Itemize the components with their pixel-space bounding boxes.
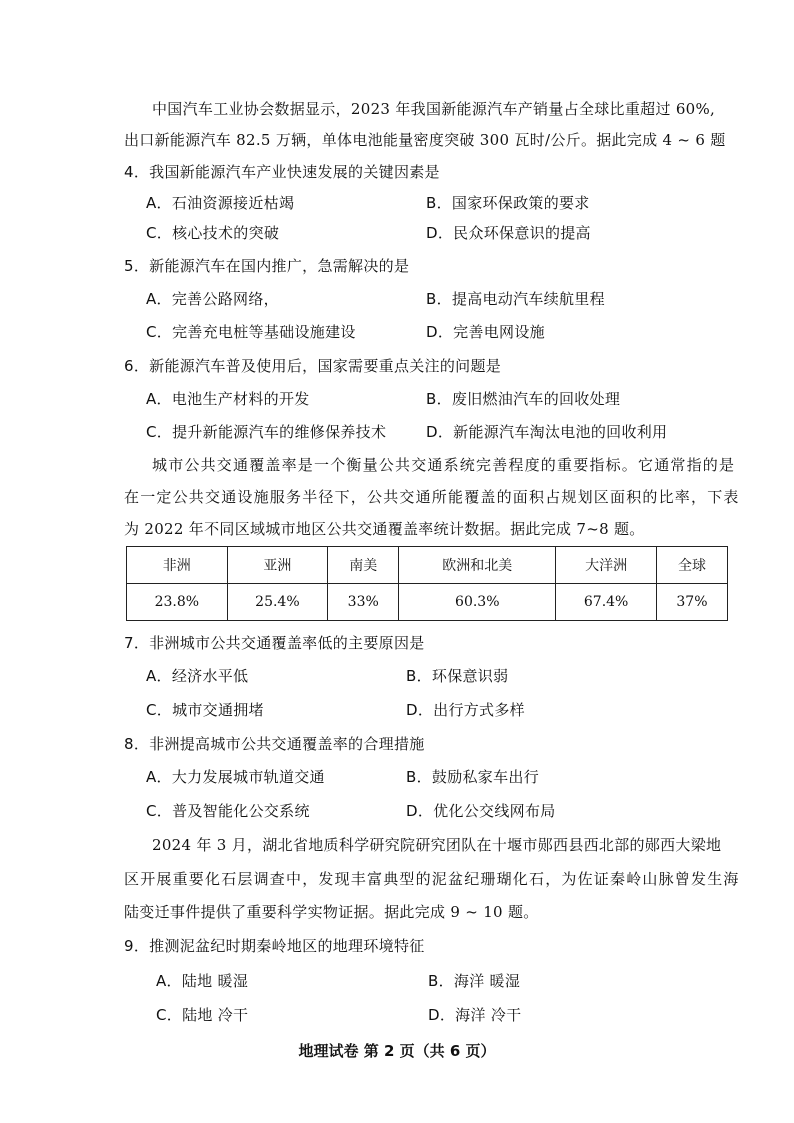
question-7-option-b[interactable]: B．环保意识弱 (406, 667, 509, 685)
question-5-option-b[interactable]: B．提高电动汽车续航里程 (426, 290, 605, 308)
page-footer: 地理试卷 第 2 页（共 6 页） (298, 1042, 496, 1060)
question-5-option-a[interactable]: A．完善公路网络， (146, 290, 279, 308)
table-header-row (127, 547, 728, 584)
question-7-stem: 7．非洲城市公共交通覆盖率低的主要原因是 (124, 634, 425, 652)
table-row (127, 584, 728, 621)
table-header-cell: 全球 (656, 547, 727, 584)
table-header-cell: 非洲 (127, 547, 228, 584)
question-4-option-b[interactable]: B．国家环保政策的要求 (426, 194, 590, 212)
passage-3-line-1: 2024 年 3 月，湖北省地质科学研究院研究团队在十堰市郧西县西北部的郧西大梁地 (152, 836, 722, 854)
question-4-stem: 4．我国新能源汽车产业快速发展的关键因素是 (124, 163, 440, 181)
question-6-stem: 6．新能源汽车普及使用后，国家需要重点关注的问题是 (124, 357, 502, 375)
question-6-option-a[interactable]: A．电池生产材料的开发 (146, 390, 310, 408)
table-cell: 33% (328, 584, 399, 621)
question-7-option-d[interactable]: D．出行方式多样 (406, 701, 525, 719)
question-7-option-a[interactable]: A．经济水平低 (146, 667, 249, 685)
table-header-cell: 亚洲 (227, 547, 328, 584)
question-5-option-c[interactable]: C．完善充电桩等基础设施建设 (146, 323, 356, 341)
table-header-cell: 大洋洲 (556, 547, 657, 584)
question-8-option-d[interactable]: D．优化公交线网布局 (406, 802, 556, 820)
question-8-option-b[interactable]: B．鼓励私家车出行 (406, 768, 539, 786)
question-5-stem: 5．新能源汽车在国内推广，急需解决的是 (124, 257, 410, 275)
passage-3-line-3: 陆变迁事件提供了重要科学实物证据。据此完成 9 ~ 10 题。 (124, 903, 539, 921)
question-9-option-a[interactable]: A．陆地 暖湿 (156, 972, 249, 990)
passage-2-line-2: 在一定公共交通设施服务半径下，公共交通所能覆盖的面积占规划区面积的比率，下表 (124, 488, 740, 506)
question-5-option-d[interactable]: D．完善电网设施 (426, 323, 545, 341)
question-7-option-c[interactable]: C．城市交通拥堵 (146, 701, 264, 719)
passage-1-line-1: 中国汽车工业协会数据显示，2023 年我国新能源汽车产销量占全球比重超过 60%, (152, 100, 716, 118)
question-6-option-b[interactable]: B．废旧燃油汽车的回收处理 (426, 390, 621, 408)
transit-coverage-table (126, 546, 728, 621)
question-4-option-c[interactable]: C．核心技术的突破 (146, 224, 280, 242)
question-4-option-d[interactable]: D．民众环保意识的提高 (426, 224, 591, 242)
table-header-cell: 欧洲和北美 (399, 547, 556, 584)
question-9-option-b[interactable]: B．海洋 暖湿 (428, 972, 521, 990)
question-9-option-c[interactable]: C．陆地 冷干 (156, 1006, 249, 1024)
question-6-option-d[interactable]: D．新能源汽车淘汰电池的回收利用 (426, 423, 668, 441)
table-cell: 25.4% (227, 584, 328, 621)
question-8-option-c[interactable]: C．普及智能化公交系统 (146, 802, 310, 820)
question-8-option-a[interactable]: A．大力发展城市轨道交通 (146, 768, 325, 786)
question-6-option-c[interactable]: C．提升新能源汽车的维修保养技术 (146, 423, 387, 441)
passage-2-line-1: 城市公共交通覆盖率是一个衡量公共交通系统完善程度的重要指标。它通常指的是 (152, 456, 736, 474)
passage-1-line-2: 出口新能源汽车 82.5 万辆，单体电池能量密度突破 300 瓦时/公斤。据此完成 4 ~ 6 题 (124, 131, 726, 149)
table-cell: 67.4% (556, 584, 657, 621)
table-cell: 23.8% (127, 584, 228, 621)
table-cell: 60.3% (399, 584, 556, 621)
question-9-option-d[interactable]: D．海洋 冷干 (428, 1006, 522, 1024)
passage-2-line-3: 为 2022 年不同区域城市地区公共交通覆盖率统计数据。据此完成 7~8 题。 (124, 520, 645, 538)
table-cell: 37% (656, 584, 727, 621)
passage-3-line-2: 区开展重要化石层调查中，发现丰富典型的泥盆纪珊瑚化石，为佐证秦岭山脉曾发生海 (124, 870, 740, 888)
question-8-stem: 8．非洲提高城市公共交通覆盖率的合理措施 (124, 735, 425, 753)
question-9-stem: 9．推测泥盆纪时期秦岭地区的地理环境特征 (124, 937, 425, 955)
question-4-option-a[interactable]: A．石油资源接近枯竭 (146, 194, 295, 212)
table-header-cell: 南美 (328, 547, 399, 584)
